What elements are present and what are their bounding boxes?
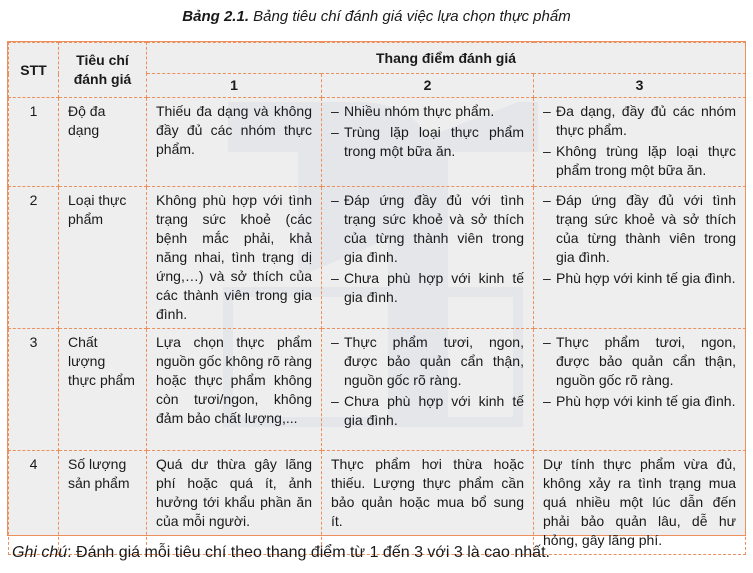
row-criterion: Loại thực phẩm bbox=[59, 187, 147, 329]
row-level-2: Thực phẩm hơi thừa hoặc thiếu. Lượng thực phẩm cần bảo quản hoặc mua bổ sung ít. bbox=[322, 451, 534, 555]
row-criterion: Độ đa dạng bbox=[59, 98, 147, 187]
row-level-3 bbox=[534, 187, 746, 329]
level-2-item: – Trùng lặp loại thực phẩm trong một bữa ăn. bbox=[331, 123, 524, 161]
footnote-text: : Đánh giá mỗi tiêu chí theo thang điểm từ 1 đến 3 với 3 là cao nhất. bbox=[67, 544, 550, 561]
row-level-1: Không phù hợp với tình trạng sức khoẻ (các bệnh mắc phải, khả năng nhai, tình trạng dị ứng,…) và sở thích của các thành viên trong gia đình. bbox=[147, 187, 322, 329]
header-level-3: 3 bbox=[534, 74, 746, 98]
row-level-3 bbox=[534, 98, 746, 187]
level-3-item: – Thực phẩm tươi, ngon, được bảo quản cẩn thận, nguồn gốc rõ ràng. bbox=[543, 333, 736, 390]
table-row bbox=[9, 187, 746, 329]
row-level-3 bbox=[534, 329, 746, 451]
footnote-label: Ghi chú bbox=[12, 544, 68, 561]
row-level-1: Lựa chọn thực phẩm nguồn gốc không rõ ràng hoặc thực phẩm không còn tươi/ngon, không đảm bảo chất lượng,... bbox=[147, 329, 322, 451]
level-3-item: – Đáp ứng đầy đủ với tình trạng sức khoẻ và sở thích của từng thành viên trong gia đình. bbox=[543, 191, 736, 267]
row-level-2 bbox=[322, 329, 534, 451]
level-2-item: – Đáp ứng đầy đủ với tình trạng sức khoẻ và sở thích của từng thành viên trong gia đình. bbox=[331, 191, 524, 267]
level-3-item: – Đa dạng, đầy đủ các nhóm thực phẩm. bbox=[543, 102, 736, 140]
level-3-item: – Phù hợp với kinh tế gia đình. bbox=[543, 392, 736, 411]
row-stt: 2 bbox=[9, 187, 59, 329]
row-level-3: Dự tính thực phẩm vừa đủ, không xảy ra tình trạng mua quá nhiều một lúc dẫn đến phải bảo quản lâu, dễ hư hỏng, gây lãng phí. bbox=[534, 451, 746, 555]
table-caption bbox=[0, 8, 753, 25]
row-stt: 3 bbox=[9, 329, 59, 451]
header-stt: STT bbox=[9, 43, 59, 98]
header-criteria: Tiêu chí đánh giá bbox=[59, 43, 147, 98]
level-2-item: – Chưa phù hợp với kinh tế gia đình. bbox=[331, 392, 524, 430]
row-criterion: Chất lượng thực phẩm bbox=[59, 329, 147, 451]
row-level-2 bbox=[322, 98, 534, 187]
level-2-item: – Thực phẩm tươi, ngon, được bảo quản cẩn thận, nguồn gốc rõ ràng. bbox=[331, 333, 524, 390]
row-level-1: Quá dư thừa gây lãng phí hoặc quá ít, ảnh hưởng tới khẩu phần ăn của mỗi người. bbox=[147, 451, 322, 555]
caption-title: Bảng tiêu chí đánh giá việc lựa chọn thực phẩm bbox=[253, 8, 571, 25]
level-2-item: – Nhiều nhóm thực phẩm. bbox=[331, 102, 524, 121]
table-row bbox=[9, 451, 746, 555]
header-level-2: 2 bbox=[322, 74, 534, 98]
level-3-item: – Phù hợp với kinh tế gia đình. bbox=[543, 269, 736, 288]
row-level-2 bbox=[322, 187, 534, 329]
row-stt: 1 bbox=[9, 98, 59, 187]
footnote bbox=[12, 544, 550, 562]
caption-number: Bảng 2.1. bbox=[182, 8, 249, 25]
level-3-item: – Không trùng lặp loại thực phẩm trong một bữa ăn. bbox=[543, 142, 736, 180]
criteria-table bbox=[8, 42, 746, 555]
table-row bbox=[9, 329, 746, 451]
header-level-1: 1 bbox=[147, 74, 322, 98]
level-2-item: – Chưa phù hợp với kinh tế gia đình. bbox=[331, 269, 524, 307]
table-row bbox=[9, 98, 746, 187]
row-criterion: Số lượng sản phẩm bbox=[59, 451, 147, 555]
row-level-1: Thiếu đa dạng và không đầy đủ các nhóm thực phẩm. bbox=[147, 98, 322, 187]
header-scale: Thang điểm đánh giá bbox=[147, 43, 746, 74]
criteria-table-frame bbox=[7, 41, 746, 548]
row-stt: 4 bbox=[9, 451, 59, 555]
